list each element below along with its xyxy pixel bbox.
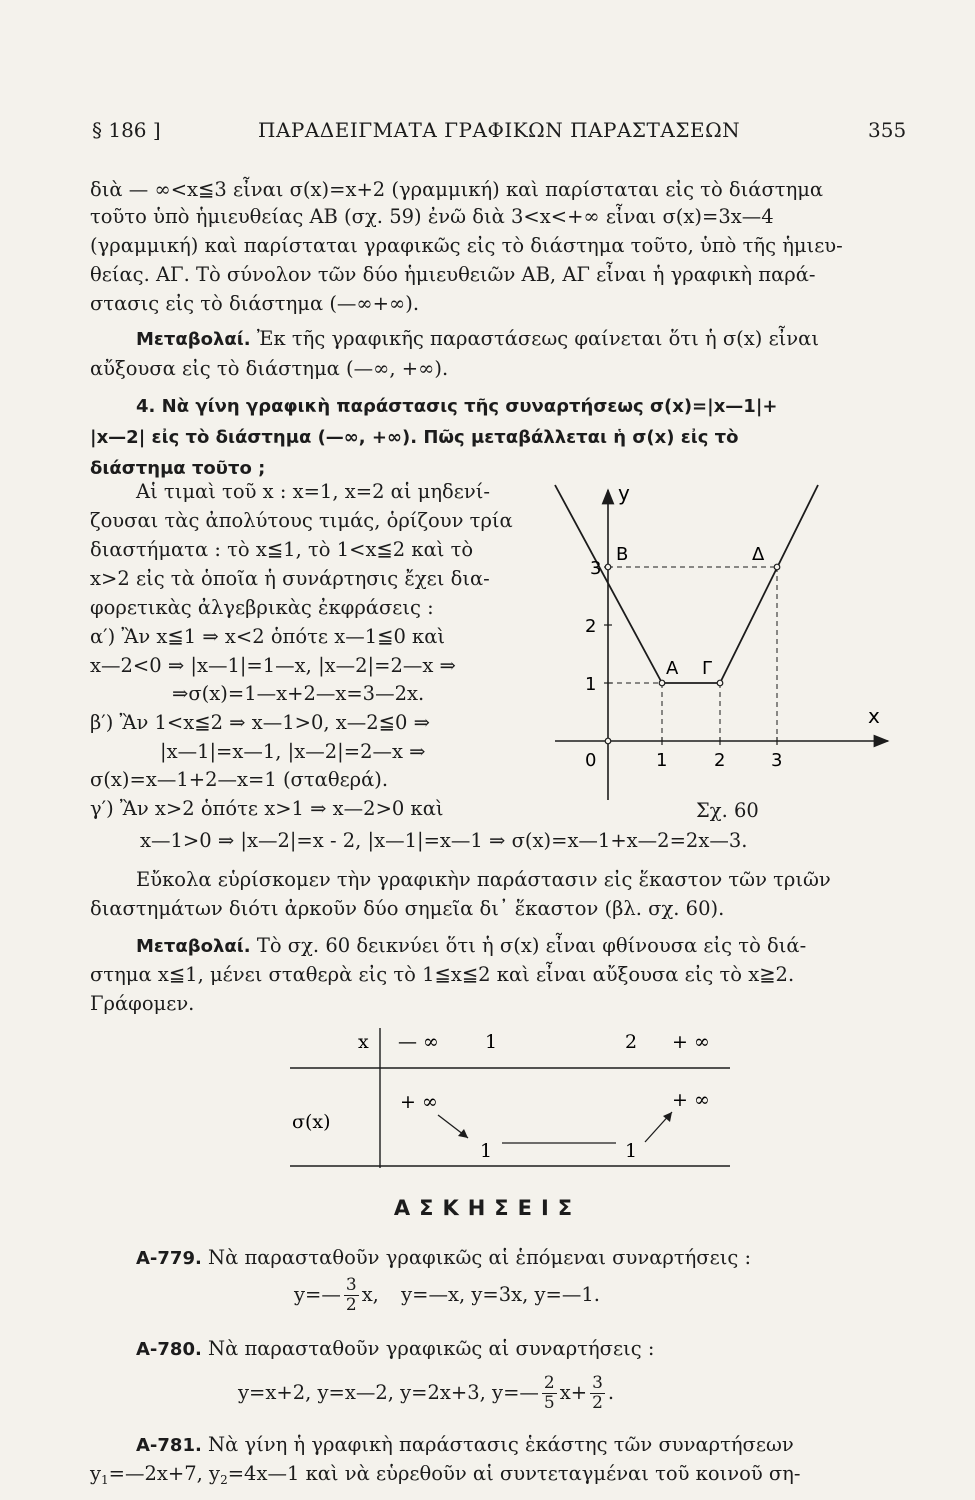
exercise-line	[136, 1337, 654, 1362]
x-tick-label: 2	[714, 750, 726, 771]
exercise-text: Νὰ παρασταθοῦν γραφικῶς αἱ ἑπόμεναι συναρτήσεις :	[208, 1246, 752, 1269]
exercise-label: Α-781.	[136, 1435, 202, 1456]
text-line: διαστήματα : τὸ x≦1, τὸ 1<x≦2 καὶ τὸ	[90, 538, 474, 561]
text-line: αὔξουσα εἰς τὸ διάστημα (—∞, +∞).	[90, 357, 449, 380]
eq-part: y=—	[294, 1283, 341, 1306]
text-line: ⇒σ(x)=1—x+2—x=3—2x.	[172, 682, 425, 705]
text-line: διαστημάτων διότι ἀρκοῦν δύο σημεῖα δι᾽ ἕκαστον (βλ. σχ. 60).	[90, 897, 725, 920]
exercise-label: Α-779.	[136, 1248, 202, 1269]
fraction-num: 3	[592, 1373, 603, 1393]
x-axis-label: x	[868, 704, 880, 728]
text-line: θείας. ΑΓ. Τὸ σύνολον τῶν δύο ἡμιευθειῶν ΑΒ, ΑΓ εἶναι ἡ γραφικὴ παρά-	[90, 263, 816, 286]
text-line: x—2<0 ⇒ |x—1|=1—x, |x—2|=2—x ⇒	[90, 654, 456, 677]
subscript: 2	[220, 1473, 228, 1487]
point-d	[774, 564, 780, 570]
exercise-label: Α-780.	[136, 1339, 202, 1360]
table-f-label: σ(x)	[292, 1111, 331, 1133]
example-heading-line	[90, 425, 739, 450]
text-line: φορετικὰς ἀλγεβρικὰς ἐκφράσεις :	[90, 596, 434, 619]
text-line: |x—1|=x—1, |x—2|=2—x ⇒	[160, 740, 426, 763]
table-x-value: + ∞	[672, 1031, 710, 1053]
text-line: ζουσαι τὰς ἀπολύτους τιμάς, ὁρίζουν τρία	[90, 509, 513, 532]
fraction	[542, 1374, 557, 1413]
exercise-line	[136, 1433, 794, 1458]
y-tick-label: 2	[585, 616, 597, 637]
variation-label: Μεταβολαί.	[136, 329, 251, 350]
fraction	[590, 1374, 605, 1413]
y-tick-label: 1	[585, 674, 597, 695]
text-line: Αἱ τιμαὶ τοῦ x : x=1, x=2 αἱ μηδενί-	[136, 480, 490, 503]
table-f-mid: 1	[625, 1140, 638, 1162]
decreasing-arrowhead	[458, 1129, 468, 1138]
text-line: στημα x≦1, μένει σταθερὰ εἰς τὸ 1≦x≦2 καὶ εἶναι αὔξουσα εἰς τὸ x≧2.	[90, 963, 795, 986]
table-x-value: 2	[625, 1031, 638, 1053]
equation-line	[294, 1276, 600, 1315]
eq-part: =—2x+7, y	[108, 1462, 221, 1485]
exercise-text: Νὰ παρασταθοῦν γραφικῶς αἱ συναρτήσεις :	[208, 1337, 655, 1360]
point-label-a: Α	[666, 658, 679, 679]
text-line: διὰ — ∞<x≦3 εἶναι σ(x)=x+2 (γραμμική) καὶ παρίσταται εἰς τὸ διάστημα	[90, 178, 824, 201]
x-tick-label: 1	[656, 750, 668, 771]
exercise-text: Νὰ γίνη ἡ γραφικὴ παράστασις ἑκάστης τῶν συναρτήσεων	[208, 1433, 794, 1456]
table-x-value: — ∞	[398, 1031, 439, 1053]
table-x-label: x	[358, 1031, 369, 1053]
text-span: Τὸ σχ. 60 δεικνύει ὅτι ἡ σ(x) εἶναι φθίνουσα εἰς τὸ διά-	[256, 934, 807, 957]
figure-caption: Σχ. 60	[696, 799, 759, 822]
fraction-den: 2	[592, 1393, 603, 1413]
example-heading-text: 4. Νὰ γίνη γραφικὴ παράστασις τῆς συναρτήσεως σ(x)=|x—1|+	[136, 396, 778, 417]
fraction-den: 5	[543, 1393, 555, 1413]
example-heading-line	[90, 456, 265, 481]
page-title: ΠΑΡΑΔΕΙΓΜΑΤΑ ΓΡΑΦΙΚΩΝ ΠΑΡΑΣΤΑΣΕΩΝ	[258, 118, 741, 142]
variation-table	[280, 1020, 740, 1170]
text-line: τοῦτο ὑπὸ ἡμιευθείας ΑΒ (σχ. 59) ἐνῶ διὰ 3<x<+∞ εἶναι σ(x)=3x—4	[90, 205, 774, 228]
point-label-d: Δ	[752, 544, 765, 565]
point-label-b: Β	[616, 544, 629, 565]
text-line: x—1>0 ⇒ |x—2|=x - 2, |x—1|=x—1 ⇒ σ(x)=x—1+x—2=2x—3.	[140, 829, 748, 852]
function-graph	[555, 485, 818, 683]
section-number: § 186 ]	[92, 118, 161, 142]
eq-part: y	[90, 1462, 102, 1485]
fraction-num: 3	[345, 1275, 357, 1295]
fraction-num: 2	[543, 1373, 555, 1393]
eq-part: .	[607, 1381, 615, 1404]
text-line: Γράφομεν.	[90, 992, 195, 1015]
exercise-line	[136, 1246, 751, 1271]
eq-part: x,	[361, 1283, 379, 1306]
example-heading-line	[136, 394, 778, 419]
point-b	[605, 564, 611, 570]
fraction	[344, 1276, 359, 1315]
equation-line	[238, 1374, 614, 1413]
figure-60	[550, 470, 900, 830]
text-line	[136, 934, 806, 959]
table-f-left: + ∞	[400, 1091, 438, 1113]
text-line: στασις εἰς τὸ διάστημα (—∞+∞).	[90, 292, 420, 315]
table-f-mid: 1	[480, 1140, 493, 1162]
point-g	[717, 680, 723, 686]
text-line: β′) Ἂν 1<x≦2 ⇒ x—1>0, x—2≦0 ⇒	[90, 711, 430, 734]
page-number: 355	[868, 118, 907, 142]
exercise-line	[90, 1462, 800, 1492]
table-x-value: 1	[485, 1031, 498, 1053]
text-line	[136, 327, 819, 352]
example-heading-text: |x—2| εἰς τὸ διάστημα (—∞, +∞). Πῶς μεταβάλλεται ἡ σ(x) εἰς τὸ	[90, 427, 739, 448]
text-line: γ′) Ἂν x>2 ὁπότε x>1 ⇒ x—2>0 καὶ	[90, 797, 444, 820]
point-a	[659, 680, 665, 686]
text-span: Ἐκ τῆς γραφικῆς παραστάσεως φαίνεται ὅτι ἡ σ(x) εἶναι	[256, 327, 819, 350]
y-axis-label: y	[618, 481, 630, 505]
variation-label: Μεταβολαί.	[136, 936, 251, 957]
y-tick-label: 3	[590, 558, 602, 579]
text-line: (γραμμική) καὶ παρίσταται γραφικῶς εἰς τὸ διάστημα τοῦτο, ὑπὸ τῆς ἡμιευ-	[90, 234, 843, 257]
text-line: Εὔκολα εὑρίσκομεν τὴν γραφικὴν παράστασιν εἰς ἕκαστον τῶν τριῶν	[136, 868, 831, 891]
exercises-heading: ΑΣΚΗΣΕΙΣ	[393, 1196, 582, 1220]
eq-part: =4x—1 καὶ νὰ εὑρεθοῦν αἱ συντεταγμέναι τοῦ κοινοῦ ση-	[227, 1462, 801, 1485]
x-tick-label: 3	[771, 750, 783, 771]
text-line: x>2 εἰς τὰ ὁποῖα ἡ συνάρτησις ἔχει δια-	[90, 567, 490, 590]
table-f-right: + ∞	[672, 1089, 710, 1111]
origin-label: 0	[585, 750, 597, 771]
fraction-den: 2	[345, 1295, 357, 1315]
eq-part: y=x+2, y=x—2, y=2x+3, y=—	[238, 1381, 539, 1404]
point-label-g: Γ	[702, 658, 713, 679]
text-line: σ(x)=x—1+2—x=1 (σταθερά).	[90, 768, 389, 791]
text-line: α′) Ἂν x≦1 ⇒ x<2 ὁπότε x—1≦0 καὶ	[90, 625, 446, 648]
example-heading-text: διάστημα τοῦτο ;	[90, 458, 266, 479]
eq-part: y=—x, y=3x, y=—1.	[401, 1283, 600, 1306]
eq-part: x+	[559, 1381, 588, 1404]
subscript: 1	[101, 1473, 109, 1487]
origin-point	[605, 738, 611, 744]
